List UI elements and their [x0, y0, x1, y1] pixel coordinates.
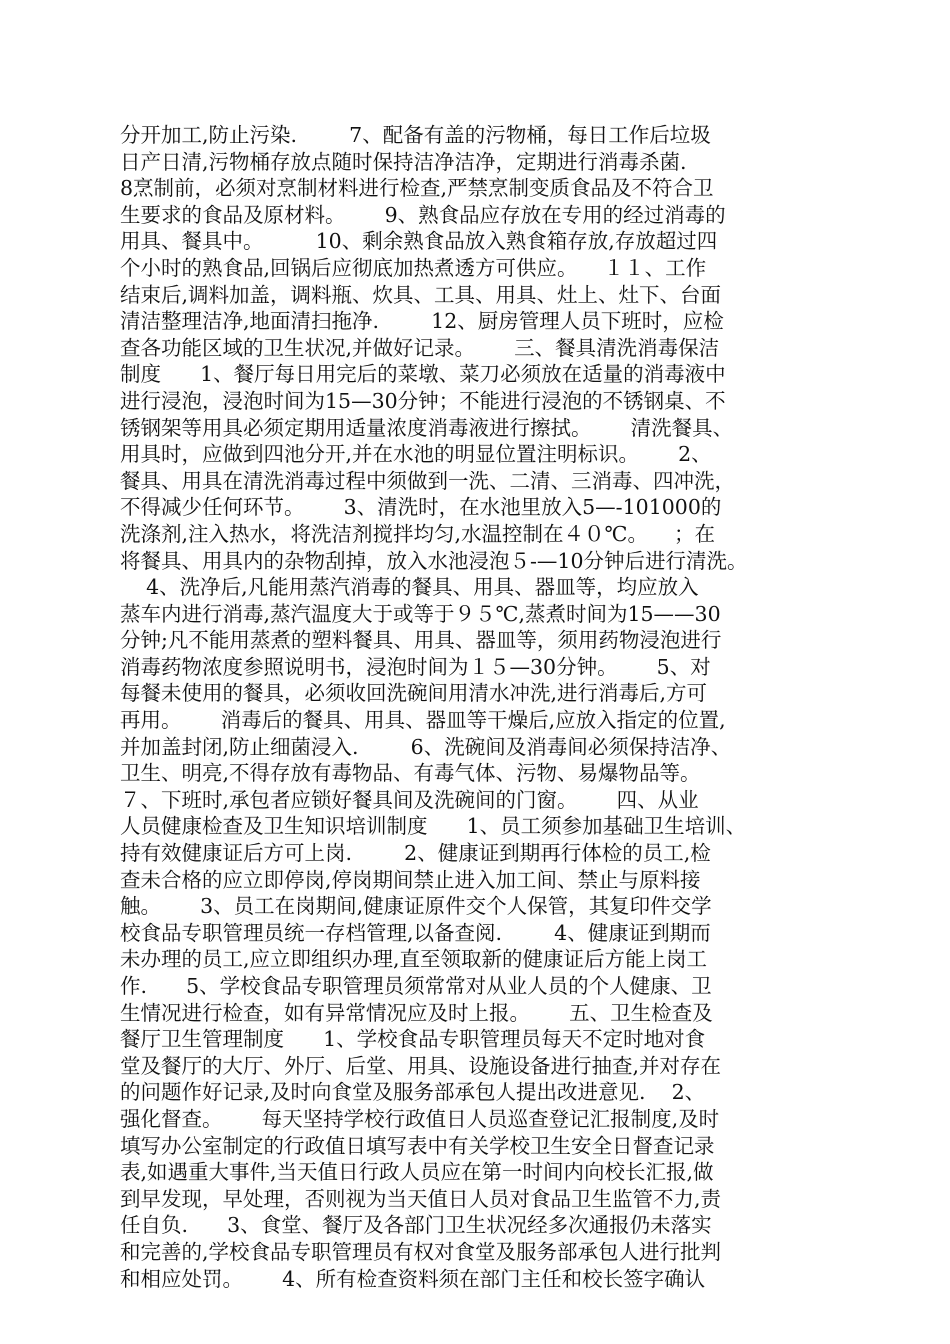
text-line: 消毒药物浓度参照说明书，浸泡时间为１５—30分钟。 5、对	[120, 654, 711, 679]
text-line: 的问题作好记录,及时向食堂及服务部承包人提出改进意见. 2、	[120, 1080, 706, 1105]
text-line: 进行浸泡，浸泡时间为15—30分钟；不能进行浸泡的不锈钢桌、不	[120, 388, 726, 413]
text-line: 用具、餐具中。 10、剩余熟食品放入熟食箱存放,存放超过四	[120, 229, 718, 254]
text-line: 将餐具、用具内的杂物刮掉，放入水池浸泡５-—10分钟后进行清洗。	[120, 548, 748, 573]
text-line: 每餐未使用的餐具，必须收回洗碗间用清水冲洗,进行消毒后,方可	[120, 681, 708, 706]
text-line: 锈钢架等用具必须定期用适量浓度消毒液进行擦拭。 清洗餐具、	[120, 415, 734, 440]
text-line: 作. 5、学校食品专职管理员须常常对从业人员的个人健康、卫	[120, 974, 712, 998]
text-line: 填写办公室制定的行政值日填写表中有关学校卫生安全日督查记录	[120, 1133, 715, 1158]
text-line: 持有效健康证后方可上岗. 2、健康证到期再行体检的员工,检	[120, 841, 711, 866]
text-line: 生情况进行检查，如有异常情况应及时上报。 五、卫生检查及	[120, 1000, 713, 1025]
text-line: 8烹制前，必须对烹制材料进行检查,严禁烹制变质食品及不符合卫	[120, 176, 714, 201]
text-line: 未办理的员工,应立即组织办理,直至领取新的健康证后方能上岗工	[120, 947, 708, 972]
text-line: 校食品专职管理员统一存档管理,以备查阅. 4、健康证到期而	[120, 920, 711, 945]
text-line: 个小时的熟食品,回锅后应彻底加热煮透方可供应。 １１、工作	[120, 255, 707, 280]
text-line: 并加盖封闭,防止细菌浸入. 6、洗碗间及消毒间必须保持洁净、	[120, 734, 732, 759]
text-line: 不得减少任何环节。 3、清洗时，在水池里放入5—-101000的	[120, 495, 722, 520]
text-line: 生要求的食品及原材料。 9、熟食品应存放在专用的经过消毒的	[120, 202, 726, 227]
text-line: 结束后,调料加盖，调料瓶、炊具、工具、用具、灶上、灶下、台面	[120, 282, 722, 307]
text-line: 卫生、明亮,不得存放有毒物品、有毒气体、污物、易爆物品等。	[120, 761, 701, 786]
text-line: 到早发现，早处理，否则视为当天值日人员对食品卫生监管不力,责	[120, 1186, 722, 1211]
text-line: 蒸车内进行消毒,蒸汽温度大于或等于９５℃,蒸煮时间为15——30	[120, 601, 721, 626]
text-line: 强化督查。 每天坚持学校行政值日人员巡查登记汇报制度,及时	[120, 1106, 720, 1131]
text-line: 堂及餐厅的大厅、外厅、后堂、用具、设施设备进行抽查,并对存在	[120, 1053, 722, 1078]
text-line: 触。 3、员工在岗期间,健康证原件交个人保管，其复印件交学	[120, 894, 712, 919]
text-line: 分开加工,防止污染. 7、配备有盖的污物桶，每日工作后垃圾	[120, 123, 711, 147]
text-line: 查各功能区域的卫生状况,并做好记录。 三、餐具清洗消毒保洁	[120, 335, 720, 360]
text-line: 查未合格的应立即停岗,停岗期间禁止进入加工间、禁止与原料接	[120, 867, 701, 892]
text-line: 餐具、用具在清洗消毒过程中须做到一洗、二清、三消毒、四冲洗，	[120, 468, 735, 493]
text-line: 餐厅卫生管理制度 1、学校食品专职管理员每天不定时地对食	[120, 1027, 706, 1052]
body-text	[120, 122, 840, 1292]
text-line: 分钟;凡不能用蒸煮的塑料餐具、用具、器皿等，须用药物浸泡进行	[120, 628, 722, 653]
text-line: 人员健康检查及卫生知识培训制度 1、员工须参加基础卫生培训、	[120, 814, 747, 839]
text-line: ７、下班时,承包者应锁好餐具间及洗碗间的门窗。 四、从业	[120, 787, 699, 812]
text-line: 表,如遇重大事件,当天值日行政人员应在第一时间内向校长汇报,做	[120, 1160, 714, 1185]
text-line: 洗涤剂,注入热水，将洗洁剂搅拌均匀,水温控制在４０℃。 ；在	[120, 521, 716, 546]
text-line: 用具时，应做到四池分开,并在水池的明显位置注明标识。 2、	[120, 442, 712, 467]
text-line: 4、洗净后,凡能用蒸汽消毒的餐具、用具、器皿等，均应放入	[120, 575, 699, 600]
text-line: 任自负. 3、食堂、餐厅及各部门卫生状况经多次通报仍未落实	[120, 1213, 712, 1238]
text-line: 和相应处罚。 4、所有检查资料须在部门主任和校长签字确认	[120, 1266, 706, 1291]
text-line: 清洁整理洁净,地面清扫拖净. 12、厨房管理人员下班时，应检	[120, 309, 724, 334]
text-line: 日产日清,污物桶存放点随时保持洁净洁净，定期进行消毒杀菌.	[120, 149, 687, 174]
text-line: 和完善的,学校食品专职管理员有权对食堂及服务部承包人进行批判	[120, 1239, 722, 1264]
text-line: 再用。 消毒后的餐具、用具、器皿等干燥后,应放入指定的位置,	[120, 708, 726, 733]
text-line: 制度 1、餐厅每日用完后的菜墩、菜刀必须放在适量的消毒液中	[120, 362, 726, 387]
